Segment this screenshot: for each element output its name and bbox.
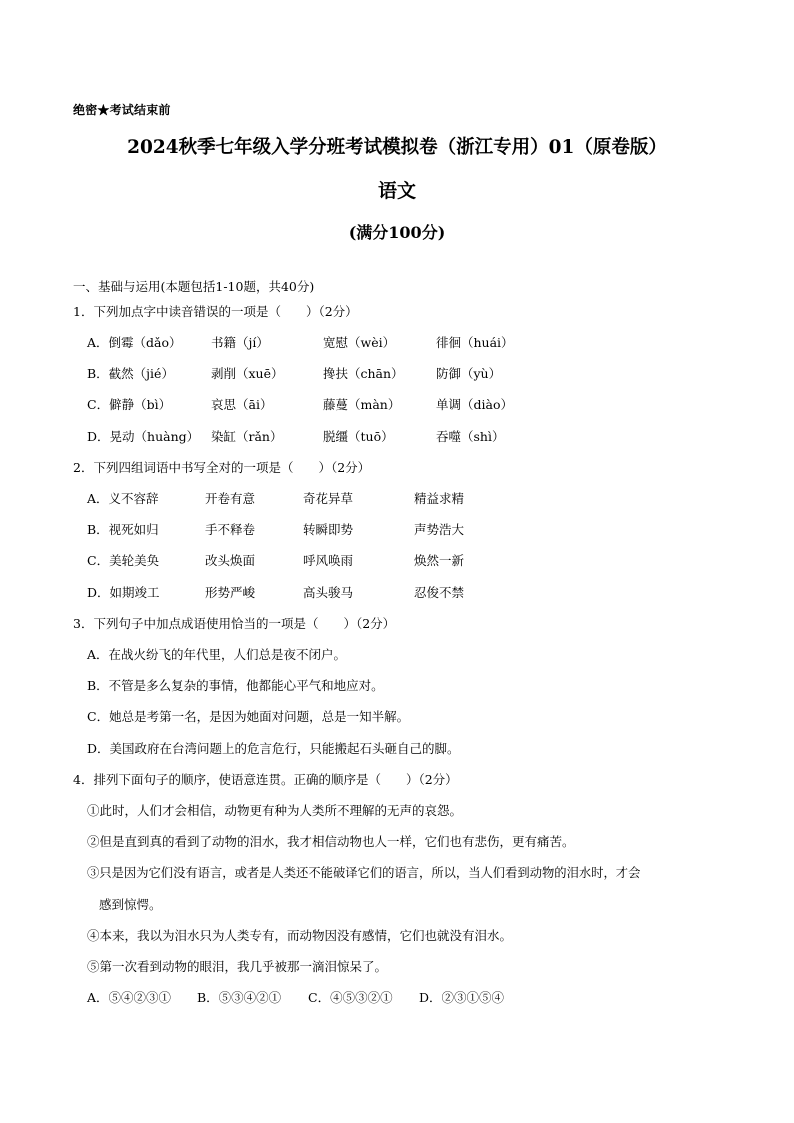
q1-d-3: 脱缰（tuō） [323,429,394,444]
q4-answer-d: D．②③①⑤④ [419,990,505,1005]
q2-a-3: 奇花异草 [303,491,354,506]
q2-c-4: 焕然一新 [414,553,465,568]
question-1-stem: 1．下列加点字中读音错误的一项是（ ）（2分） [73,304,358,319]
question-4-stem: 4．排列下面句子的顺序，使语意连贯。正确的顺序是（ ）（2分） [73,772,458,787]
q2-d-1: D．如期竣工 [87,585,160,600]
q1-b-1: B．截然（jié） [87,366,174,381]
q1-a-2: 书籍（jí） [211,335,269,350]
q1-c-3: 藤蔓（màn） [323,397,401,412]
exam-title: 2024秋季七年级入学分班考试模拟卷（浙江专用）01（原卷版） [127,137,667,158]
q1-c-4: 单调（diào） [436,397,513,412]
q2-d-3: 高头骏马 [303,585,354,600]
q2-b-3: 转瞬即势 [303,522,354,537]
q2-c-2: 改头焕面 [205,553,256,568]
q1-b-4: 防御（yù） [436,366,502,381]
q3-option-a: A．在战火纷飞的年代里，人们总是夜不闭户。 [87,647,347,662]
full-score: (满分100分) [348,223,446,242]
q4-sentence-3: ③只是因为它们没有语言，或者是人类还不能破译它们的语言，所以，当人们看到动物的泪水时，才会 [87,866,641,880]
q3-option-d: D．美国政府在台湾问题上的危言危行，只能搬起石头砸自己的脚。 [87,741,460,756]
q2-c-3: 呼风唤雨 [303,553,354,568]
q4-sentence-3-cont: 感到惊愕。 [99,897,162,912]
q1-a-3: 宽慰（wèi） [323,335,396,350]
q1-d-1: D．晃动（huàng） [87,429,200,444]
q1-b-3: 搀扶（chān） [323,366,404,381]
q1-c-2: 哀思（āi） [211,397,273,412]
question-3-stem: 3．下列句子中加点成语使用恰当的一项是（ ）（2分） [73,616,396,631]
q1-b-2: 剥削（xuē） [211,366,284,381]
q3-option-b: B．不管是多么复杂的事情，他都能心平气和地应对。 [87,678,384,693]
q1-a-4: 徘徊（huái） [436,335,514,350]
section-heading: 一、基础与运用(本题包括1-10题，共40分) [73,279,315,294]
q2-d-4: 忍俊不禁 [414,585,465,600]
q3-option-c: C．她总是考第一名，是因为她面对问题，总是一知半解。 [87,709,410,724]
q1-c-1: C．僻静（bì） [87,397,172,412]
q2-b-2: 手不释卷 [205,522,256,537]
q2-c-1: C．美轮美奂 [87,553,160,568]
q4-sentence-5: ⑤第一次看到动物的眼泪，我几乎被那一滴泪惊呆了。 [87,959,388,974]
q1-d-4: 吞噬（shì） [436,429,505,444]
q2-b-4: 声势浩大 [414,522,465,537]
q2-b-1: B．视死如归 [87,522,159,537]
q1-d-2: 染缸（rǎn） [211,429,283,444]
q2-a-4: 精益求精 [414,491,465,506]
confidential-mark: 绝密★考试结束前 [73,103,171,117]
q4-answer-b: B．⑤③④②① [197,990,282,1005]
q4-sentence-1: ①此时，人们才会相信，动物更有种为人类所不理解的无声的哀怨。 [87,803,463,818]
q4-sentence-2: ②但是直到真的看到了动物的泪水，我才相信动物也人一样，它们也有悲伤，更有痛苦。 [87,834,575,849]
q4-answer-c: C．④⑤③②① [308,990,393,1005]
question-2-stem: 2．下列四组词语中书写全对的一项是（ ）（2分） [73,460,371,475]
q2-d-2: 形势严峻 [205,585,256,600]
q2-a-1: A．义不容辞 [87,491,159,506]
q4-sentence-4: ④本来，我以为泪水只为人类专有，而动物因没有感情，它们也就没有泪水。 [87,928,513,943]
q4-answer-a: A．⑤④②③① [87,990,172,1005]
q1-a-1: A．倒霉（dǎo） [87,335,182,350]
q2-a-2: 开卷有意 [205,491,256,506]
subject-title: 语文 [377,180,416,202]
